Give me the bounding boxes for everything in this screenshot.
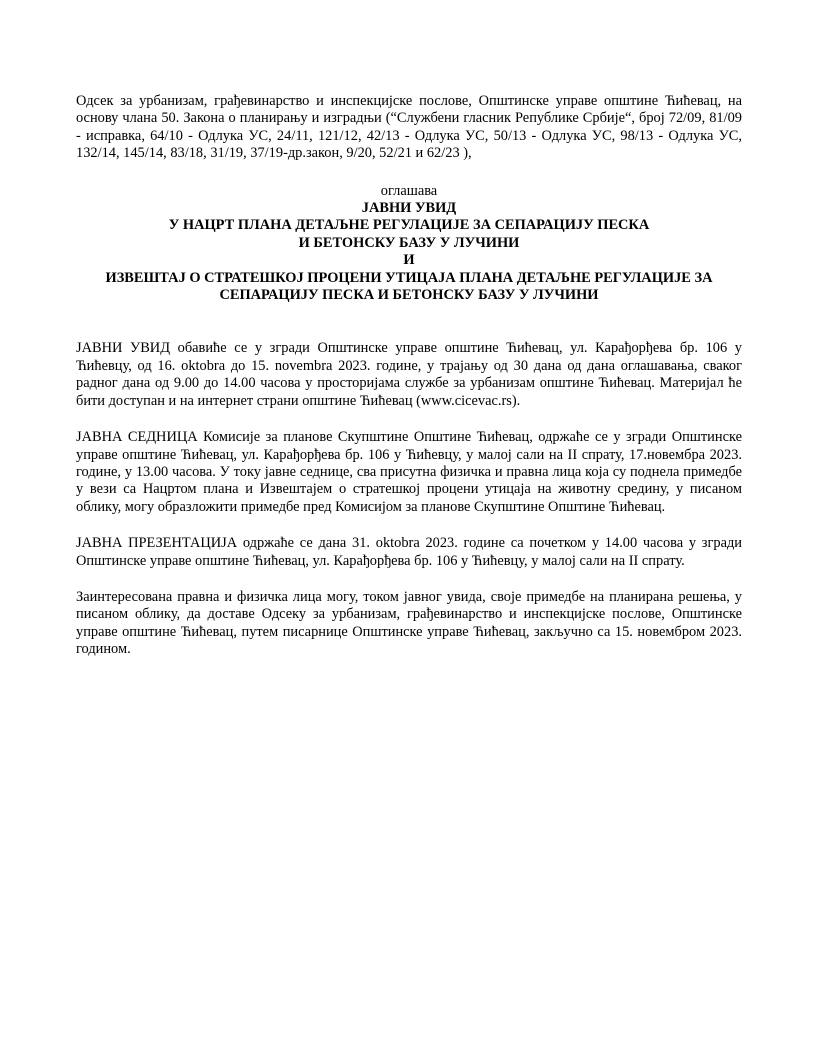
document-page	[76, 93, 742, 659]
paragraph-spacer	[76, 410, 742, 429]
paragraph-spacer	[76, 570, 742, 589]
announce-word: оглашава	[380, 182, 438, 199]
heading-title: ЈАВНИ УВИД	[361, 200, 457, 217]
heading-line-3: И БЕТОНСКУ БАЗУ У ЛУЧИНИ	[298, 234, 520, 251]
public-presentation-paragraph: ЈАВНА ПРЕЗЕНТАЦИЈА одржаће се дана 31. oktobra 2023. године са почетком у 14.00 часова у згради Општинске управе општине Ћићевац, ул. Карађорђева бр. 106 у Ћићевцу, у малој сали на II спрату.	[76, 535, 742, 569]
paragraph-spacer	[76, 516, 742, 535]
public-session-paragraph: ЈАВНА СЕДНИЦА Комисије за планове Скупштине Општине Ћићевац, одржаће се у згради Општинске управе општине Ћићевац, ул. Карађорђева бр. 106 у Ћићевцу, у малој сали на II спрату, 17.новембра 2023. године, у 13.00 часова. У току јавне седнице, сва присутна физичка и правна лица која су поднела примедбе у вези са Нацртом плана и Извештајем о стратешкој процени утицаја на животну средину, у писаном облику, могу образложити примедбе пред Комисијом за планове Скупштине Општине Ћићевац.	[76, 429, 742, 515]
public-review-paragraph: ЈАВНИ УВИД обавиће се у згради Општинске управе општине Ћићевац, ул. Карађорђева бр. 106 у Ћићевцу, од 16. oktobra до 15. novembra 2023. године, у трајању од 30 дана од дана оглашавања, сваког радног дана од 9.00 до 14.00 часова у просторијама службе за урбанизам општине Ћићевац. Материјал ће бити доступан и на интернет страни општине Ћићевац (www.cicevac.rs).	[76, 340, 742, 409]
heading-line-2: У НАЦРТ ПЛАНА ДЕТАЉНЕ РЕГУЛАЦИЈЕ ЗА СЕПАРАЦИЈУ ПЕСКА	[168, 217, 650, 234]
heading-line-6: СЕПАРАЦИЈУ ПЕСКА И БЕТОНСКУ БАЗУ У ЛУЧИНИ	[219, 287, 599, 304]
heading-line-5: ИЗВЕШТАЈ О СТРАТЕШКОЈ ПРОЦЕНИ УТИЦАЈА ПЛАНА ДЕТАЉНЕ РЕГУЛАЦИЈЕ ЗА	[105, 269, 713, 286]
announcement-heading	[76, 183, 742, 305]
heading-line-4: И	[403, 252, 415, 269]
submission-paragraph: Заинтересована правна и физичка лица могу, током јавног увида, своје примедбе на планирана решења, у писаном облику, да доставе Одсеку за урбанизам, грађевинарство и инспекцијске послове, Општинске управе општине Ћићевац, путем писарнице Општинске управе Ћићевац, закључно са 15. новембром 2023. годином.	[76, 588, 742, 658]
intro-paragraph: Одсек за урбанизам, грађевинарство и инспекцијске послове, Општинске управе општине Ћићевац, на основу члана 50. Закона о планирању и изградњи (“Службени гласник Републике Србије“, број 72/09, 81/09 - исправка, 64/10 - Одлука УС, 24/11, 121/12, 42/13 - Одлука УС, 50/13 - Одлука УС, 98/13 - Одлука УС, 132/14, 145/14, 83/18, 31/19, 37/19-др.закон, 9/20, 52/21 и 62/23 ),	[76, 93, 742, 162]
